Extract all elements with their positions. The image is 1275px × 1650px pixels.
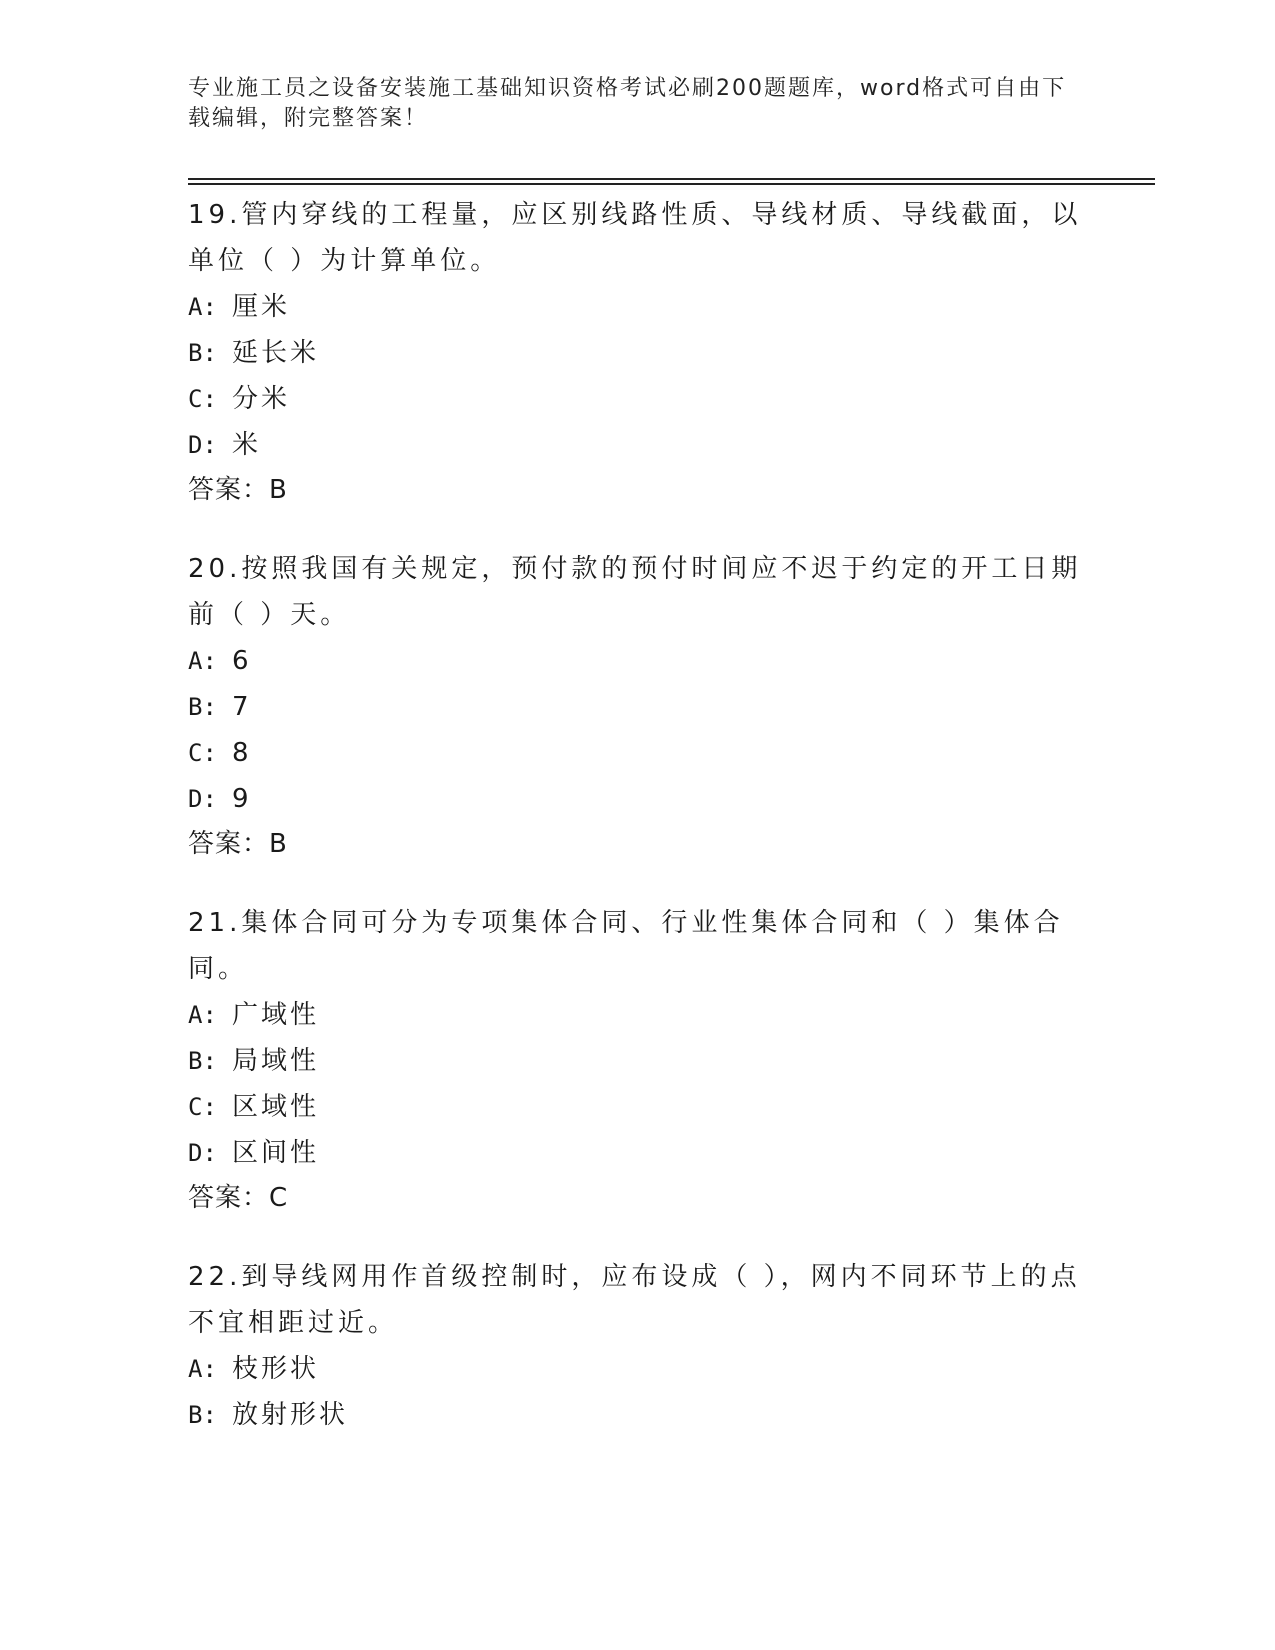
question-list [188, 192, 1088, 1472]
question-stem: 22.到导线网用作首级控制时，应布设成（ ），网内不同环节上的点不宜相距过近。 [188, 1262, 1081, 1338]
option-b [188, 1392, 1088, 1438]
question-20 [188, 546, 1088, 866]
option-letter: D: [188, 785, 217, 813]
option-letter: B: [188, 1401, 217, 1429]
option-c [188, 1084, 1088, 1130]
option-text: 7 [232, 692, 252, 722]
option-text: 区域性 [232, 1092, 320, 1122]
option-text: 区间性 [232, 1138, 320, 1168]
option-text: 厘米 [232, 292, 291, 322]
option-letter: B: [188, 693, 217, 721]
option-text: 放射形状 [232, 1400, 349, 1430]
option-b [188, 330, 1088, 376]
option-letter: A: [188, 1355, 217, 1383]
header-divider-top [188, 178, 1155, 180]
option-text: 米 [232, 430, 262, 460]
option-a [188, 284, 1088, 330]
header-divider-bottom [188, 183, 1155, 185]
option-text: 局域性 [232, 1046, 320, 1076]
option-d [188, 776, 1088, 822]
option-text: 6 [232, 646, 252, 676]
option-d [188, 422, 1088, 468]
option-a [188, 1346, 1088, 1392]
option-letter: B: [188, 339, 217, 367]
document-header: 专业施工员之设备安装施工基础知识资格考试必刷200题题库，word格式可自由下载编辑，附完整答案！ [188, 76, 1067, 131]
option-text: 9 [232, 784, 252, 814]
option-c [188, 376, 1088, 422]
option-letter: A: [188, 647, 217, 675]
option-b [188, 1038, 1088, 1084]
option-b [188, 684, 1088, 730]
question-22 [188, 1254, 1088, 1438]
question-stem: 19.管内穿线的工程量，应区别线路性质、导线材质、导线截面，以单位（ ）为计算单位。 [188, 200, 1082, 276]
option-letter: D: [188, 431, 217, 459]
answer-line: 答案：B [188, 829, 288, 859]
answer-line: 答案：B [188, 475, 288, 505]
question-stem: 21.集体合同可分为专项集体合同、行业性集体合同和（ ）集体合同。 [188, 908, 1064, 984]
option-text: 8 [232, 738, 252, 768]
option-a [188, 638, 1088, 684]
option-text: 分米 [232, 384, 291, 414]
option-letter: C: [188, 1093, 217, 1121]
question-stem: 20.按照我国有关规定，预付款的预付时间应不迟于约定的开工日期前（ ）天。 [188, 554, 1082, 630]
answer-line: 答案：C [188, 1183, 289, 1213]
option-c [188, 730, 1088, 776]
option-letter: C: [188, 739, 217, 767]
option-text: 广域性 [232, 1000, 320, 1030]
option-letter: A: [188, 1001, 217, 1029]
option-letter: D: [188, 1139, 217, 1167]
question-19 [188, 192, 1088, 512]
option-letter: A: [188, 293, 217, 321]
option-letter: C: [188, 385, 217, 413]
question-21 [188, 900, 1088, 1220]
option-a [188, 992, 1088, 1038]
option-d [188, 1130, 1088, 1176]
option-letter: B: [188, 1047, 217, 1075]
option-text: 枝形状 [232, 1354, 320, 1384]
option-text: 延长米 [232, 338, 320, 368]
